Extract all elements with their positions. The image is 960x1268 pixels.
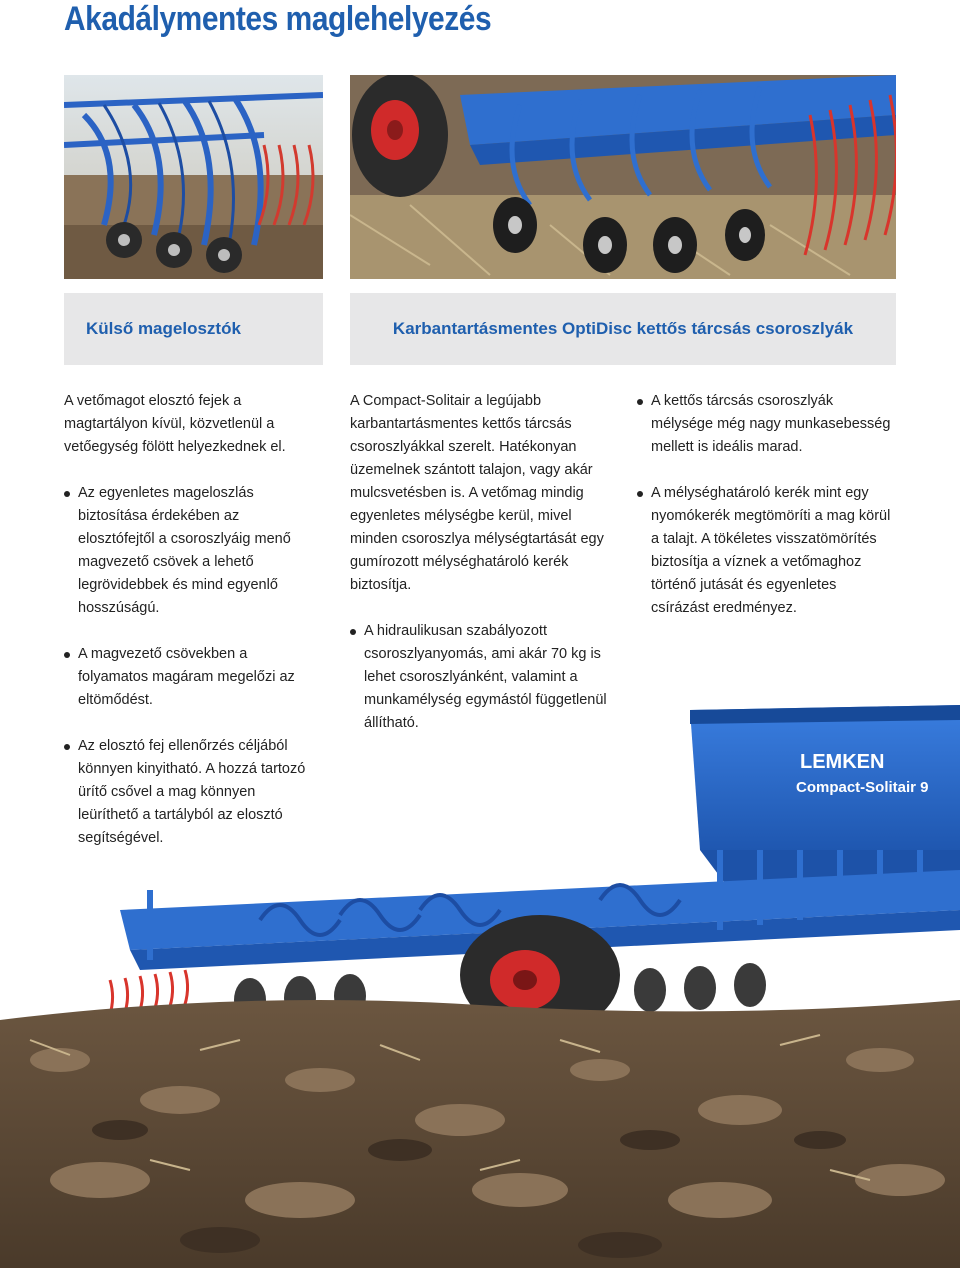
caption-right-text: Karbantartásmentes OptiDisc kettős tárcsás csoroszlyák (392, 319, 854, 338)
bullet-dot-icon (637, 399, 643, 405)
col2-intro: A Compact-Solitair a legújabb karbantartásmentes kettős tárcsás csoroszlyákkal szerelt. Hatékonyan üzemelnek szántott talajon, vagy akár mulcsvetésben is. A vetőmag mindig egyenletes mélységbe kerül, mivel minden csoroszlya mélységtartását egy gumírozott mélységhatároló kerék biztosítja. (350, 393, 604, 593)
bullet-dot-icon (350, 629, 356, 635)
machine-model: Compact-Solitair 9 (796, 779, 929, 796)
photo-optidisc-coulters (350, 75, 896, 279)
col3-bullet-list (637, 390, 895, 620)
list-item: A mélységhatároló kerék mint egy nyomókerék megtömöríti a mag körül a talajt. A tökéletes visszatömörítés biztosítja a víznek a vetőmaghoz történő jutását és egyenletes csírázást eredményez. (637, 482, 895, 620)
photo-compact-solitair-machine (0, 700, 960, 1268)
bullet-dot-icon (64, 652, 70, 658)
page-title: Akadálymentes maglehelyezés (64, 0, 492, 38)
list-item: A hidraulikusan szabályozott csoroszlyanyomás, ami akár 70 kg is lehet csoroszlyánként, valamint a munkamélység egymástól függetlenül állítható. (350, 620, 615, 735)
caption-optidisc (350, 293, 896, 365)
photo-seed-distributors (64, 75, 323, 279)
list-item: A kettős tárcsás csoroszlyák mélysége még nagy munkasebesség mellett is ideális marad. (637, 390, 895, 459)
caption-external-distributors (64, 293, 323, 365)
bullet-dot-icon (637, 491, 643, 497)
bullet-dot-icon (64, 491, 70, 497)
col1-intro: A vetőmagot elosztó fejek a magtartályon kívül, közvetlenül a vetőegység fölött helyezkednek el. (64, 393, 286, 455)
list-item: A magvezető csövekben a folyamatos magáram megelőzi az eltömődést. (64, 643, 314, 712)
machine-brand: LEMKEN (800, 751, 885, 773)
list-item: Az egyenletes mageloszlás biztosítása érdekében az elosztófejtől a csoroszlyáig menő magvezető csövek a lehető legrövidebbek és mind egyenlő hosszúságú. (64, 482, 314, 620)
list-item: Az elosztó fej ellenőrzés céljából könnyen kinyitható. A hozzá tartozó ürítő csővel a mag könnyen leüríthető a tartályból az elosztó segítségével. (64, 735, 314, 850)
caption-left-text: Külső magelosztók (86, 319, 241, 338)
text-column-3 (637, 390, 895, 643)
